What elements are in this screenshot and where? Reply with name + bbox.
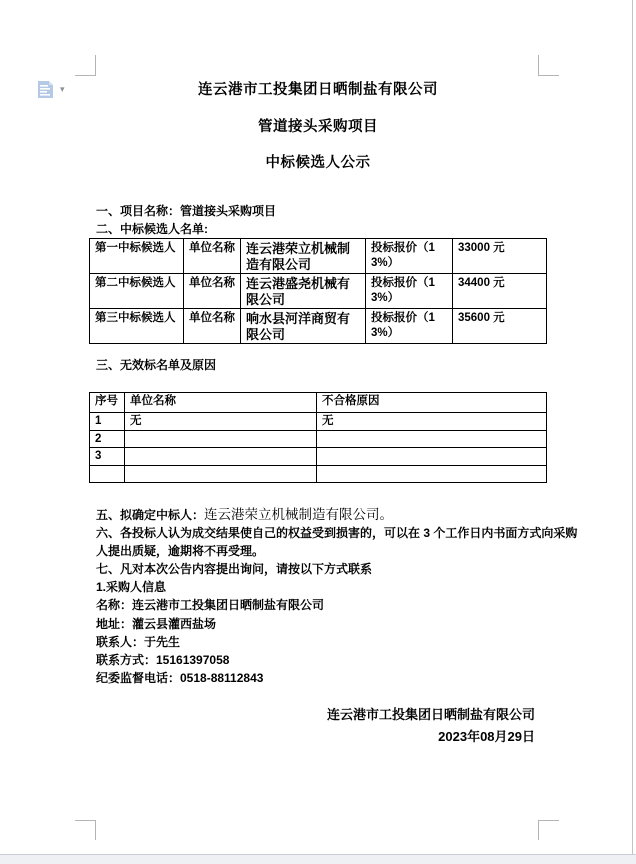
contact-name-line: 名称：连云港市工投集团日晒制盐有限公司 bbox=[96, 598, 325, 613]
signature-date: 2023年08月29日 bbox=[438, 729, 535, 744]
doc-title-announce: 中标候选人公示 bbox=[265, 155, 371, 171]
table-header-seq: 序号 bbox=[90, 393, 125, 413]
contact-phone-line: 联系方式：15161397058 bbox=[96, 652, 230, 667]
paste-options-dropdown-icon[interactable]: ▾ bbox=[60, 84, 65, 94]
table-cell-reason: 无 bbox=[317, 413, 547, 431]
table-cell-price-label: 投标报价（13%） bbox=[366, 274, 453, 309]
section-3-invalid-bids-heading: 三、无效标名单及原因 bbox=[96, 358, 217, 372]
lower-paragraphs bbox=[96, 506, 578, 687]
table-row bbox=[90, 465, 547, 483]
table-row bbox=[90, 274, 547, 309]
table-cell-company: 连云港盛尧机械有限公司 bbox=[241, 274, 366, 309]
table-cell-reason bbox=[317, 465, 547, 483]
table-cell-company: 连云港荣立机械制造有限公司 bbox=[241, 239, 366, 274]
table-cell-seq: 3 bbox=[90, 448, 125, 466]
section-1-project-name: 一、项目名称：管道接头采购项目 bbox=[96, 204, 277, 218]
table-cell-company: 无 bbox=[125, 413, 317, 431]
table-row bbox=[90, 448, 547, 466]
section-7-contact-heading: 七、凡对本次公告内容提出询问，请按以下方式联系 bbox=[96, 562, 373, 577]
page-bottom-edge bbox=[0, 854, 636, 864]
section-6-line-2: 人提出质疑，逾期将不再受理。 bbox=[96, 544, 265, 559]
section-5-winner-line bbox=[96, 506, 544, 524]
table-cell-company bbox=[125, 465, 317, 483]
table-cell-label: 单位名称 bbox=[184, 274, 241, 309]
table-cell-seq: 1 bbox=[90, 413, 125, 431]
table-row bbox=[90, 239, 547, 274]
table-cell-price-label: 投标报价（13%） bbox=[366, 309, 453, 344]
table-cell-rank: 第一中标候选人 bbox=[90, 239, 184, 274]
table-cell-price: 34400 元 bbox=[453, 274, 547, 309]
doc-title-company: 连云港市工投集团日晒制盐有限公司 bbox=[198, 82, 438, 98]
table-cell-seq: 2 bbox=[90, 430, 125, 448]
contact-person-line: 联系人：于先生 bbox=[96, 634, 181, 649]
table-cell-rank: 第三中标候选人 bbox=[90, 309, 184, 344]
table-cell-price-label: 投标报价（13%） bbox=[366, 239, 453, 274]
table-header-reason: 不合格原因 bbox=[317, 393, 547, 413]
candidates-table bbox=[89, 238, 547, 344]
table-cell-reason bbox=[317, 430, 547, 448]
table-cell-company: 响水县河洋商贸有限公司 bbox=[241, 309, 366, 344]
table-cell-seq bbox=[90, 465, 125, 483]
table-cell-reason bbox=[317, 448, 547, 466]
doc-title-project: 管道接头采购项目 bbox=[258, 119, 378, 135]
invalid-bids-table bbox=[89, 392, 547, 483]
table-cell-label: 单位名称 bbox=[184, 239, 241, 274]
table-cell-company bbox=[125, 448, 317, 466]
table-row bbox=[90, 309, 547, 344]
table-cell-price: 35600 元 bbox=[453, 309, 547, 344]
signature-block bbox=[327, 704, 535, 748]
section-5-label: 五、拟确定中标人： bbox=[96, 508, 205, 522]
section-6-line-1: 六、各投标人认为成交结果使自己的权益受到损害的，可以在 3 个工作日内书面方式向采购 bbox=[96, 526, 578, 541]
table-cell-label: 单位名称 bbox=[184, 309, 241, 344]
table-cell-price: 33000 元 bbox=[453, 239, 547, 274]
table-row bbox=[90, 413, 547, 431]
paste-options-button[interactable] bbox=[36, 80, 70, 100]
table-cell-company bbox=[125, 430, 317, 448]
table-cell-rank: 第二中标候选人 bbox=[90, 274, 184, 309]
purchaser-info-heading: 1.采购人信息 bbox=[96, 580, 167, 595]
section-5-winner-company: 连云港荣立机械制造有限公司。 bbox=[204, 507, 394, 522]
table-header-company: 单位名称 bbox=[125, 393, 317, 413]
table-row bbox=[90, 430, 547, 448]
supervision-phone-line: 纪委监督电话：0518-88112843 bbox=[96, 670, 264, 685]
section-2-candidate-list-heading: 二、中标候选人名单: bbox=[96, 222, 208, 236]
contact-address-line: 地址：灌云县灌西盐场 bbox=[96, 616, 217, 631]
signature-company: 连云港市工投集团日晒制盐有限公司 bbox=[326, 707, 535, 722]
table-header-row bbox=[90, 393, 547, 413]
